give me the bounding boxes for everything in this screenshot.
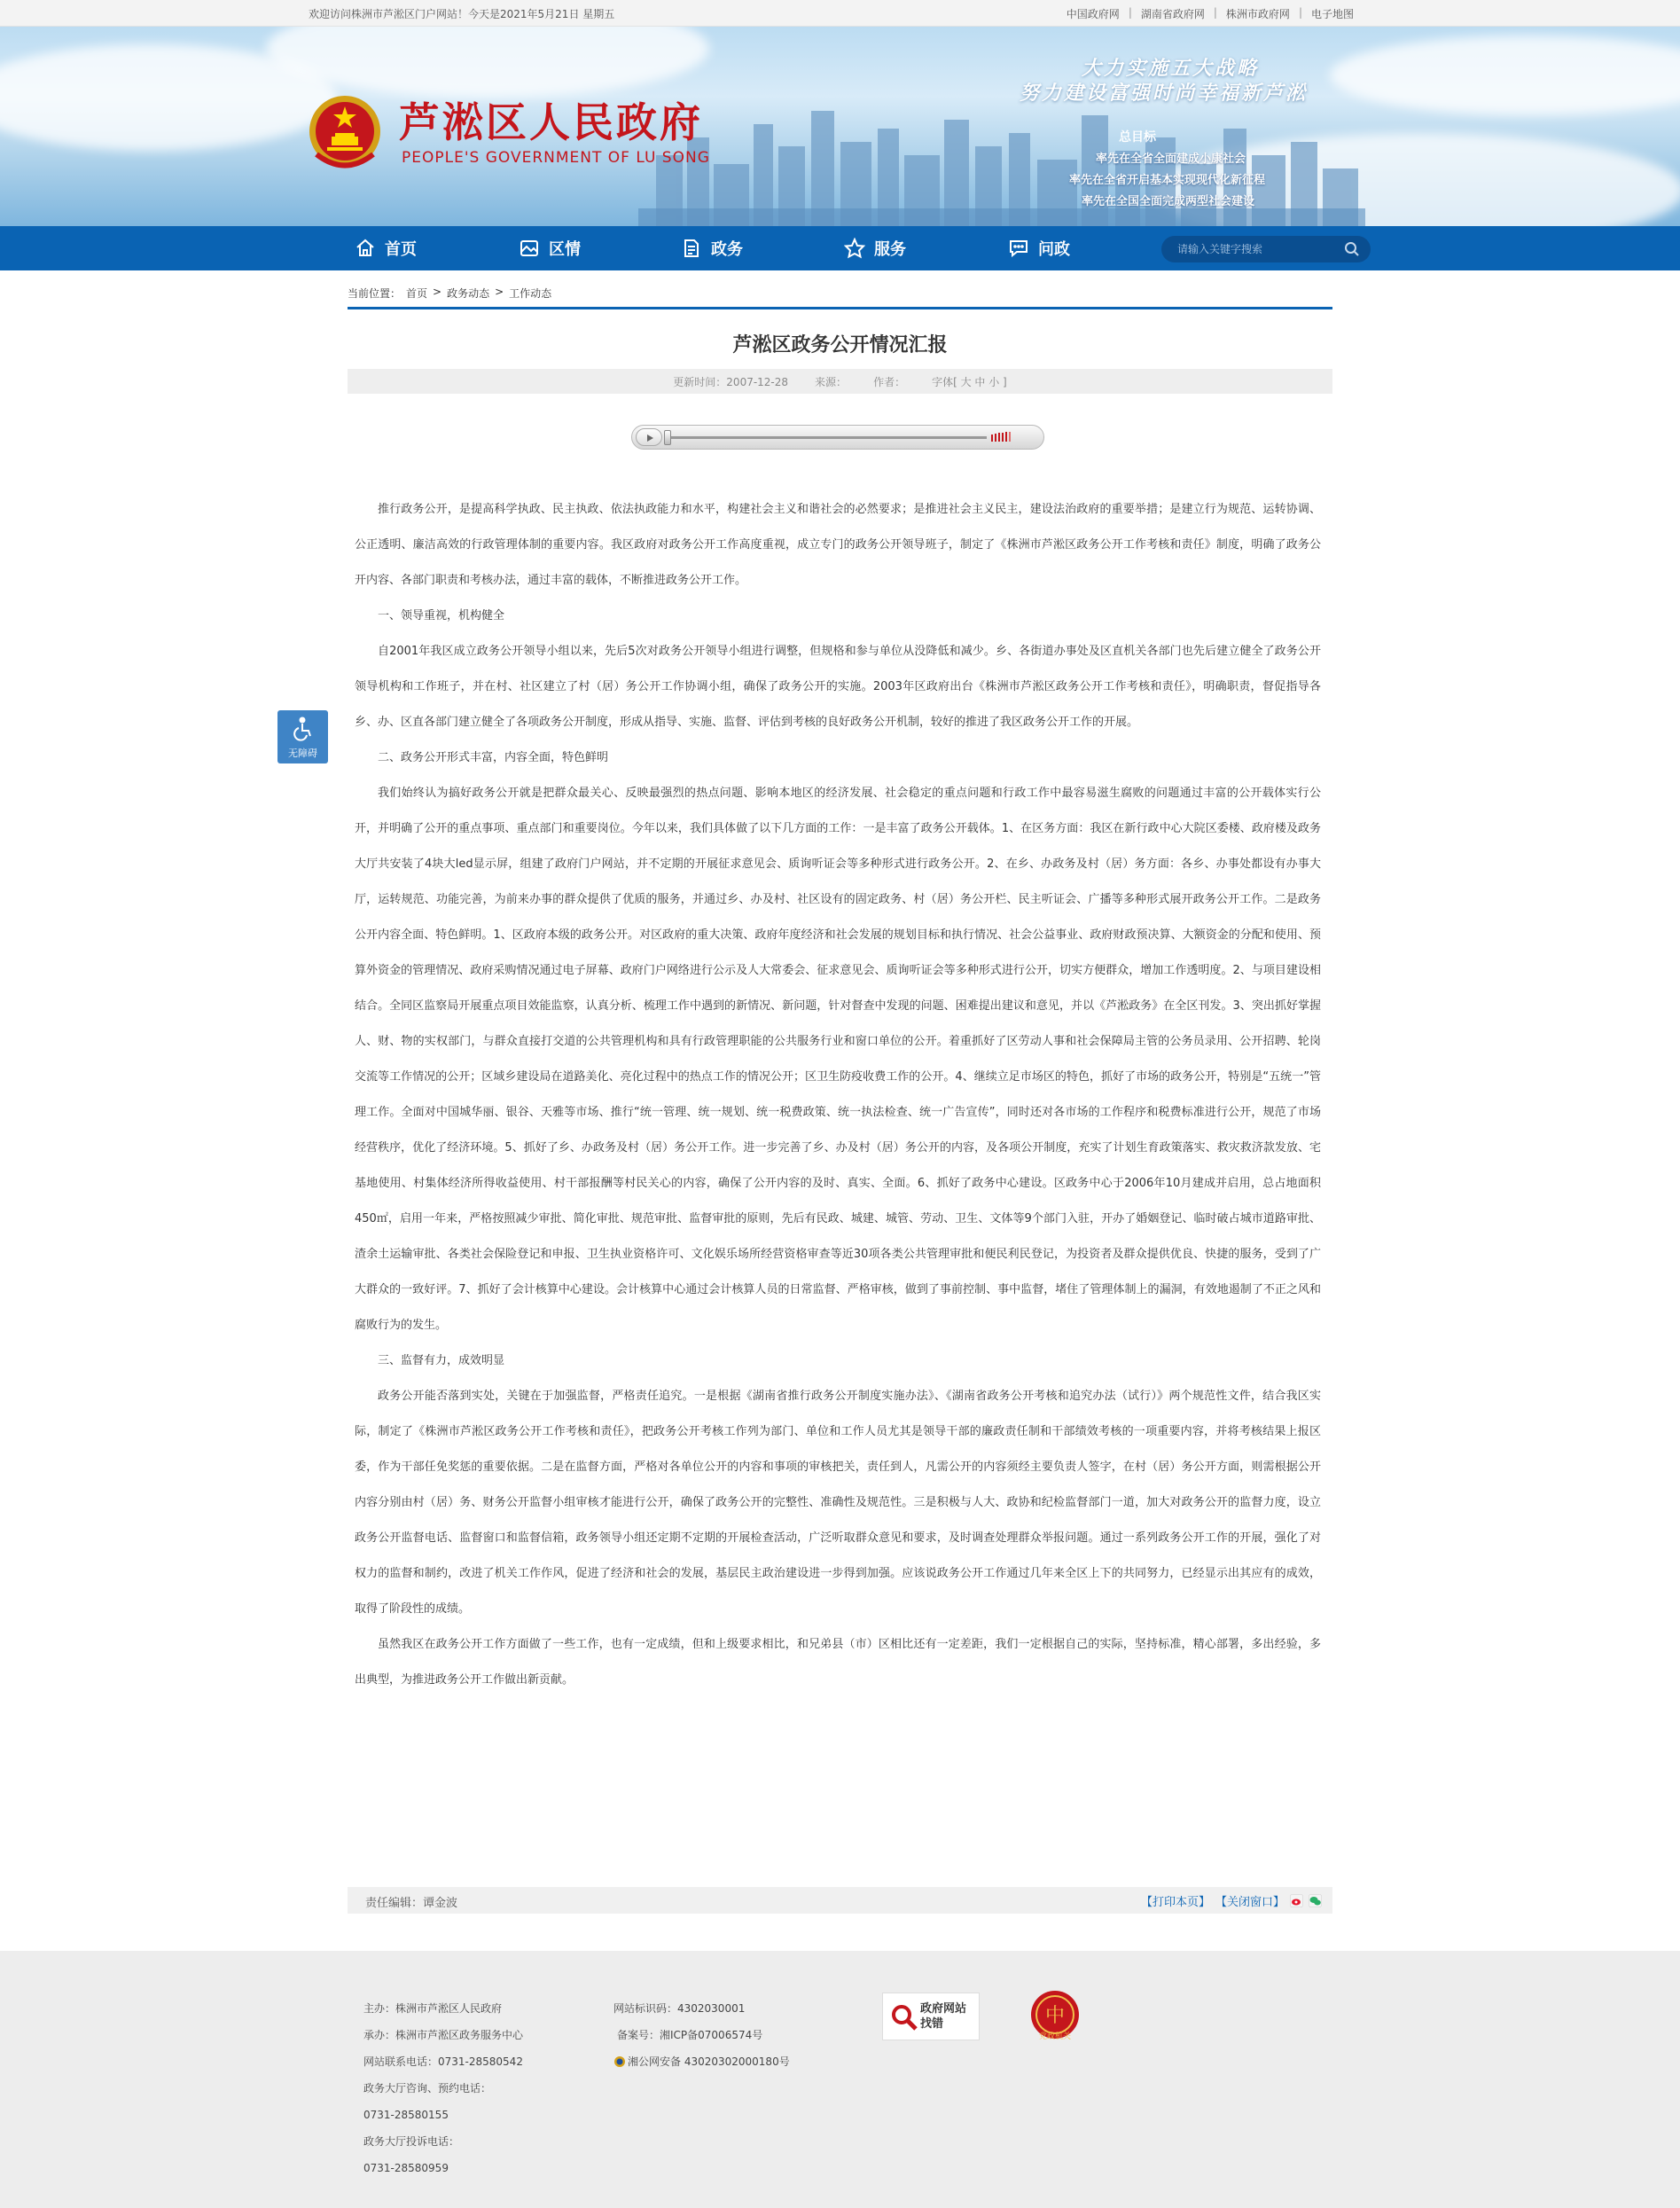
volume-icon[interactable] [990,432,1012,442]
article-actions [1141,1892,1322,1909]
article-paragraph: 自2001年我区成立政务公开领导小组以来，先后5次对政务公开领导小组进行调整，但规格和参与单位从没降低和减少。乡、各街道办事处及区直机关各部门也先后建立健全了政务公开领导机构和工作班子，并在村、社区建立了村（居）务公开工作协调小组，确保了政务公开的实施。2003年区政府出台《株洲市芦淞区政务公开工作考核和责任》，明确职责，督促指导各乡、办、区直各部门建立健全了各项政务公开制度，形成从指导、实施、监督、评估到考核的良好政务公开机制，较好的推进了我区政务公开工作的开展。 [355,645,1321,729]
wechat-share-icon[interactable] [1309,1894,1322,1907]
site-subtitle: PEOPLE'S GOVERNMENT OF LU SONG [402,149,710,167]
meta-update-time: 更新时间：2007-12-28 [673,375,789,388]
footer-site-id: 网站标识码：4302030001 [613,2002,746,2015]
goal-item: 率先在全省开启基本实现现代化新征程 [1069,174,1266,187]
link-zhuzhou-gov[interactable]: 株洲市政府网 [1225,8,1290,20]
link-china-gov[interactable]: 中国政府网 [1066,8,1120,20]
gov-site-error-report-badge[interactable] [882,1993,980,2040]
search-box [1161,236,1371,262]
footer-complaint-label: 政务大厅投诉电话： [363,2135,460,2148]
nav-label: 服务 [874,240,906,259]
svg-text:中: 中 [1044,2005,1066,2027]
footer-complaint-phone: 0731-28580959 [363,2162,449,2174]
footer-host: 主办：株洲市芦淞区人民政府 [363,2002,503,2015]
wheelchair-icon [290,716,315,741]
goal-item: 率先在全国全面完成两型社会建设 [1082,195,1255,208]
section-heading: 三、监督有力，成效明显 [378,1354,505,1367]
party-gov-agency-badge[interactable] [1028,1988,1082,2047]
breadcrumb-separator: > [495,286,504,298]
weibo-share-icon[interactable] [1290,1894,1303,1907]
progress-track[interactable] [668,436,987,439]
link-hunan-gov[interactable]: 湖南省政府网 [1140,8,1205,20]
magnifier-icon [888,2001,920,2033]
breadcrumb-divider [348,307,1332,309]
nav-item-service[interactable] [844,226,906,270]
article-paragraph: 我们始终认为搞好政务公开就是把群众最关心、反映最强烈的热点问题、影响本地区的经济发展、社会稳定的重点问题和行政工作中最容易滋生腐败的问题通过丰富的公开载体实行公开，并明确了公开的重点事项、重点部门和重要岗位。今年以来，我们具体做了以下几方面的工作：一是丰富了政务公开载体。1、在区务方面：我区在新行政中心大院区委楼、政府楼及政务大厅共安装了4块大led显示屏，组建了政府门户网站，并不定期的开展征求意见会、质询听证会等多种形式进行政务公开。2、在乡、办政务及村（居）务方面：各乡、办事处都设有办事大厅，运转规范、功能完善，为前来办事的群众提供了优质的服务，并通过乡、办及村、社区设有的固定政务、村（居）务公开栏、民主听证会、广播等多种形式展开政务公开工作。二是政务公开内容全面、特色鲜明。1、区政府本级的政务公开。对区政府的重大决策、政府年度经济和社会发展的规划目标和执行情况、社会公益事业、政府财政预决算、大额资金的分配和使用、预算外资金的管理情况、政府采购情况通过电子屏幕、政府门户网络进行公示及人大常委会、征求意见会、质询听证会等多种形式进行公开，切实方便群众，增加工作透明度。2、与项目建设相结合。全同区监察局开展重点项目效能监察，认真分析、梳理工作中遇到的新情况、新问题，针对督查中发现的问题、困难提出建议和意见，并以《芦淞政务》在全区刊发。3、突出抓好掌握人、财、物的实权部门，与群众直接打交道的公共管理机构和具有行政管理职能的公共服务行业和窗口单位的公开。着重抓好了区劳动人事和社会保障局主管的公务员录用、公开招聘、轮岗交流等工作情况的公开；区域乡建设局在道路美化、亮化过程中的热点工作的情况公开；区卫生防疫收费工作的公开。4、继续立足市场区的特色，抓好了市场的政务公开，特别是“五统一”管理工作。全面对中国城华丽、银谷、天雅等市场、推行“统一管理、统一规划、统一税费政策、统一执法检查、统一广告宣传”，同时还对各市场的工作程序和税费标准进行公开，规范了市场经营秩序，优化了经济环境。5、抓好了乡、办政务及村（居）务公开工作。进一步完善了乡、办及村（居）务公开的内容，及各项公开制度，充实了计划生育政策落实、救灾救济款发放、宅基地使用、村集体经济所得收益使用、村干部报酬等村民关心的内容，确保了公开内容的及时、真实、全面。6、抓好了政务中心建设。区政务中心于2006年10月建成并启用，总占地面积450㎡，启用一年来，严格按照减少审批、简化审批、规范审批、监督审批的原则，先后有民政、城建、城管、劳动、卫生、文体等9个部门入驻，开办了婚姻登记、临时破占城市道路审批、渣余土运输审批、各类社会保险登记和申报、卫生执业资格许可、文化娱乐场所经营资格审查等近30项各类公共管理审批和便民利民登记，为投资者及群众提供优良、快捷的服务，受到了广大群众的一致好评。7、抓好了会计核算中心建设。会计核算中心通过会计核算人员的日常监督、严格审核，做到了事前控制、事中监督，堵住了管理体制上的漏洞，有效地遏制了不正之风和腐败行为的发生。 [355,787,1321,1332]
police-badge-icon [613,2055,626,2068]
article-paragraph: 政务公开能否落到实处，关键在于加强监督，严格责任追究。一是根据《湖南省推行政务公开制度实施办法》、《湖南省政务公开考核和追究办法（试行）》两个规范性文件，结合我区实际，制定了《株洲市芦淞区政务公开工作考核和责任》，把政务公开考核工作列为部门、单位和工作人员尤其是领导干部的廉政责任制和干部绩效考核的一项重要内容，并将考核结果上报区委，作为干部任免奖惩的重要依据。二是在监督方面，严格对各单位公开的内容和事项的审核把关，责任到人，凡需公开的内容须经主要负责人签字，在村（居）务公开方面，则需根据公开内容分别由村（居）务、财务公开监督小组审核才能进行公开，确保了政务公开的完整性、准确性及规范性。三是积极与人大、政协和纪检监督部门一道，加大对政务公开的监督力度，设立政务公开监督电话、监督窗口和监督信箱，政务领导小组还定期不定期的开展检查活动，广泛听取群众意见和要求，及时调查处理群众举报问题。通过一系列政务公开工作的开展，强化了对权力的监督和制约，改进了机关工作作风，促进了经济和社会的发展，基层民主政治建设进一步得到加强。应该说政务公开工作通过几年来全区上下的共同努力，已经显示出其应有的成效，取得了阶段性的成绩。 [355,1390,1321,1616]
error-report-text: 政府网站 找错 [920,2002,967,2031]
section-heading: 二、政务公开形式丰富，内容全面，特色鲜明 [378,751,609,764]
print-page-link[interactable]: 【打印本页】 [1140,1896,1210,1909]
article-footer-bar [348,1887,1332,1914]
accessibility-button[interactable] [277,710,328,763]
nav-label: 区情 [549,240,581,259]
breadcrumb-prefix: 当前位置： [348,287,402,300]
play-icon [637,429,663,447]
article-meta [348,369,1332,394]
breadcrumb [348,286,551,301]
section-heading: 一、领导重视，机构健全 [378,609,505,622]
slogan-line1: 大力实施五大战略 [1082,57,1260,80]
meta-source: 来源： [815,375,848,388]
article-title: 芦淞区政务公开情况汇报 [732,334,948,356]
star-icon [844,238,865,259]
header-banner [0,27,1680,226]
national-emblem-icon [308,92,382,170]
nav-item-home[interactable] [355,226,417,270]
play-button[interactable] [636,428,662,446]
meta-author: 作者： [873,375,906,388]
search-input[interactable] [1177,241,1337,257]
progress-handle[interactable] [664,430,671,445]
slogan-line2: 努力建设富强时尚幸福新芦淞 [1020,82,1309,105]
nav-label: 政务 [711,240,743,259]
nav-label: 首页 [385,240,417,259]
breadcrumb-gov-news[interactable]: 政务动态 [447,287,490,300]
goal-title: 总目标 [1119,130,1156,145]
footer-organizer: 承办：株洲市芦淞区政务服务中心 [363,2029,524,2041]
document-icon [681,238,702,259]
police-record-text: 湘公网安备 43020302000180号 [628,2055,790,2068]
responsible-editor: 责任编辑：谭金波 [365,1897,458,1910]
footer-hall-consult-phone: 0731-28580155 [363,2109,449,2121]
site-title[interactable]: 芦淞区人民政府 [399,98,703,146]
top-bar [0,0,1680,27]
top-links: 中国政府网 | 湖南省政府网 | 株洲市政府网 | 电子地图 [1058,6,1363,21]
breadcrumb-work-news[interactable]: 工作动态 [509,287,552,300]
nav-item-overview[interactable] [519,226,581,270]
nav-item-inquiry[interactable] [1008,226,1070,270]
audio-player [631,425,1044,450]
article-paragraph: 虽然我区在政务公开工作方面做了一些工作，也有一定成绩，但和上级要求相比，和兄弟县（市）区相比还有一定差距，我们一定根据自己的实际，坚持标准，精心部署，多出经验，多出典型，为推进政务公开工作做出新贡献。 [355,1638,1321,1687]
city-skyline [638,93,1365,226]
nav-label: 问政 [1038,240,1070,259]
accessibility-label: 无障碍 [288,748,317,759]
link-e-map[interactable]: 电子地图 [1310,8,1354,20]
page-footer [0,1951,1680,2208]
welcome-text: 欢迎访问株洲市芦淞区门户网站！今天是2021年5月21日 星期五 [309,8,615,20]
goal-item: 率先在全省全面建成小康社会 [1096,153,1246,166]
main-nav [0,226,1680,270]
footer-contact [363,1995,523,2181]
home-icon [355,238,376,259]
breadcrumb-separator: > [433,286,442,298]
close-window-link[interactable]: 【关闭窗口】 [1215,1896,1285,1909]
nav-item-government[interactable] [681,226,743,270]
party-gov-label: 党政机关 [1038,2032,1071,2041]
footer-hall-consult-label: 政务大厅咨询、预约电话： [363,2082,492,2094]
footer-police-record[interactable] [613,2048,790,2075]
picture-icon [519,238,540,259]
footer-site-phone: 网站联系电话：0731-28580542 [363,2055,523,2068]
breadcrumb-home[interactable]: 首页 [406,287,428,300]
chat-icon [1008,238,1029,259]
search-icon[interactable] [1344,241,1360,257]
article-body [355,492,1321,1698]
footer-icp[interactable]: 备案号：湘ICP备07006574号 [617,2029,763,2041]
font-size-switch[interactable]: 字体[ 大 中 小 ] [932,375,1007,388]
footer-registration [613,1995,790,2075]
article-paragraph: 推行政务公开，是提高科学执政、民主执政、依法执政能力和水平，构建社会主义和谐社会的必然要求；是推进社会主义民主，建设法治政府的重要举措；是建立行为规范、运转协调、公正透明、廉洁高效的行政管理体制的重要内容。我区政府对政务公开工作高度重视，成立专门的政务公开领导班子，制定了《株洲市芦淞区政务公开工作考核和责任》制度，明确了政务公开内容、各部门职责和考核办法，通过丰富的载体，不断推进政务公开工作。 [355,503,1321,587]
